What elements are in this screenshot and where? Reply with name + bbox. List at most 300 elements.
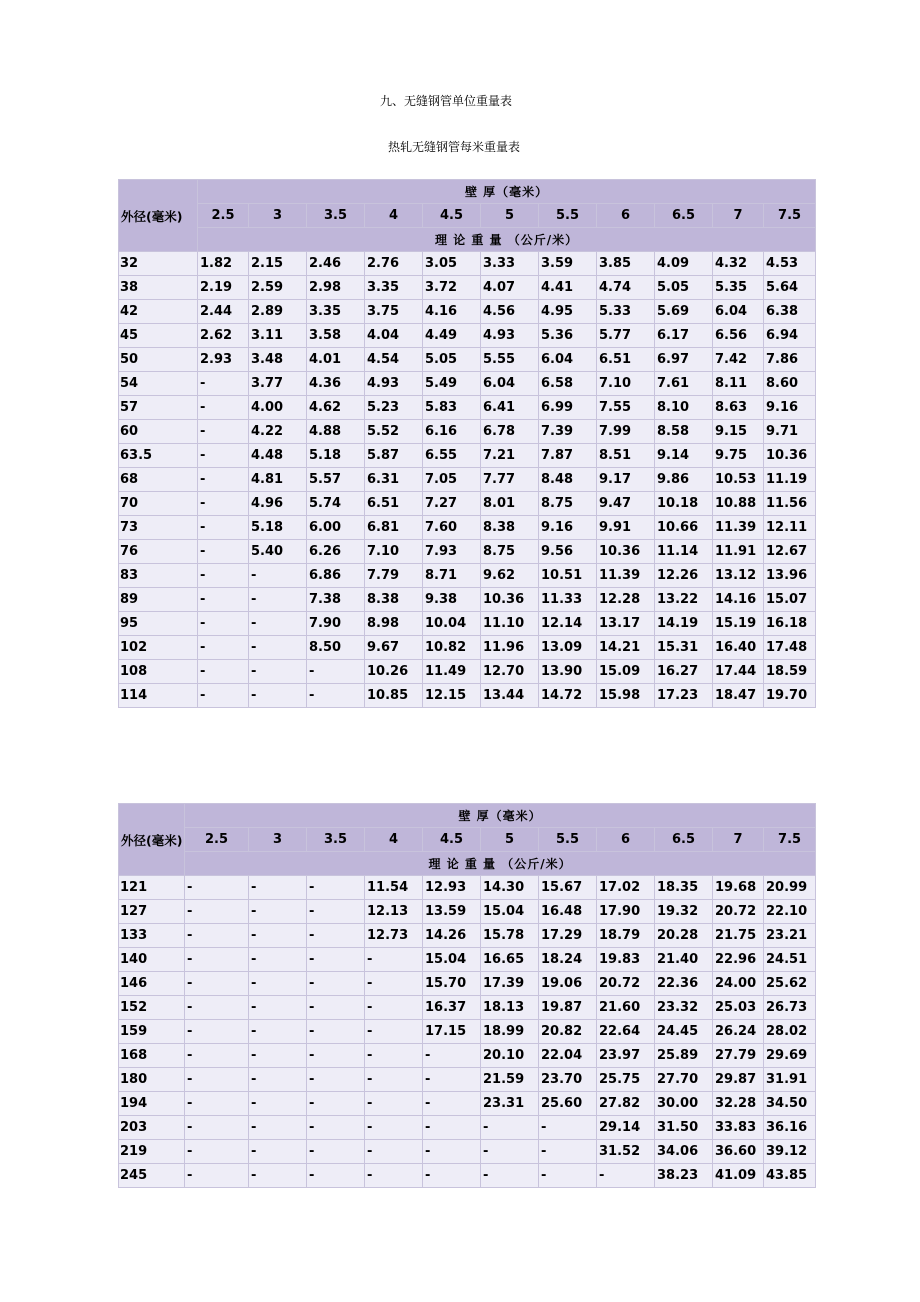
weight-cell: 21.59	[481, 1068, 539, 1092]
weight-cell: 3.11	[249, 324, 307, 348]
weight-cell: -	[423, 1140, 481, 1164]
weight-cell: 6.78	[481, 420, 539, 444]
weight-cell: 15.07	[764, 588, 816, 612]
weight-cell: 8.98	[365, 612, 423, 636]
weight-cell: 31.50	[655, 1116, 713, 1140]
weight-cell: -	[185, 1044, 249, 1068]
weight-cell: 4.74	[597, 276, 655, 300]
weight-cell: -	[365, 948, 423, 972]
weight-cell: -	[365, 1140, 423, 1164]
weight-cell: -	[423, 1044, 481, 1068]
weight-cell: 6.56	[713, 324, 764, 348]
weight-cell: -	[185, 1092, 249, 1116]
weight-cell: 14.21	[597, 636, 655, 660]
outer-diameter-cell: 121	[119, 876, 185, 900]
weight-cell: 14.26	[423, 924, 481, 948]
weight-cell: -	[307, 1140, 365, 1164]
weight-cell: 8.38	[481, 516, 539, 540]
weight-cell: 8.11	[713, 372, 764, 396]
weight-cell: -	[307, 1044, 365, 1068]
weight-cell: 13.09	[539, 636, 597, 660]
weight-cell: 5.69	[655, 300, 713, 324]
thickness-value: 3	[249, 828, 307, 852]
weight-cell: 9.15	[713, 420, 764, 444]
weight-cell: -	[307, 972, 365, 996]
weight-cell: -	[185, 876, 249, 900]
thickness-value: 5	[481, 828, 539, 852]
weight-cell: -	[307, 996, 365, 1020]
table-row	[119, 972, 816, 996]
weight-cell: -	[365, 1164, 423, 1188]
weight-cell: -	[185, 924, 249, 948]
weight-cell: 10.85	[365, 684, 423, 708]
weight-cell: 10.51	[539, 564, 597, 588]
weight-cell: 2.19	[198, 276, 249, 300]
thickness-value: 7	[713, 828, 764, 852]
weight-cell: -	[249, 900, 307, 924]
thickness-value: 6	[597, 828, 655, 852]
weight-cell: 6.17	[655, 324, 713, 348]
weight-cell: -	[307, 1020, 365, 1044]
weight-cell: 5.23	[365, 396, 423, 420]
weight-cell: 23.70	[539, 1068, 597, 1092]
table-row	[119, 540, 816, 564]
outer-diameter-cell: 68	[119, 468, 198, 492]
thickness-value: 5.5	[539, 828, 597, 852]
header-row	[119, 804, 816, 828]
thickness-value: 5	[481, 204, 539, 228]
thickness-value: 6.5	[655, 828, 713, 852]
weight-cell: 12.15	[423, 684, 481, 708]
outer-diameter-cell: 159	[119, 1020, 185, 1044]
weight-cell: -	[365, 1116, 423, 1140]
weight-cell: -	[249, 612, 307, 636]
weight-cell: 10.36	[764, 444, 816, 468]
outer-diameter-cell: 127	[119, 900, 185, 924]
weight-cell: 6.51	[365, 492, 423, 516]
thickness-value: 7	[713, 204, 764, 228]
weight-cell: -	[249, 948, 307, 972]
weight-cell: 9.16	[764, 396, 816, 420]
thickness-value: 4.5	[423, 204, 481, 228]
weight-cell: 8.75	[481, 540, 539, 564]
wall-thickness-header: 壁 厚（毫米）	[198, 180, 816, 204]
weight-cell: 18.35	[655, 876, 713, 900]
table-row	[119, 588, 816, 612]
outer-diameter-cell: 114	[119, 684, 198, 708]
weight-cell: 10.26	[365, 660, 423, 684]
weight-cell: -	[198, 660, 249, 684]
weight-cell: 4.81	[249, 468, 307, 492]
weight-cell: 23.32	[655, 996, 713, 1020]
weight-cell: 11.14	[655, 540, 713, 564]
document-title: 九、无缝钢管单位重量表	[379, 94, 512, 108]
weight-header-row	[119, 228, 816, 252]
weight-cell: -	[185, 900, 249, 924]
weight-cell: 16.65	[481, 948, 539, 972]
weight-cell: 15.31	[655, 636, 713, 660]
weight-cell: 24.45	[655, 1020, 713, 1044]
weight-cell: 28.02	[764, 1020, 816, 1044]
weight-cell: 25.62	[764, 972, 816, 996]
weight-cell: 8.10	[655, 396, 713, 420]
weight-cell: 16.48	[539, 900, 597, 924]
weight-cell: 5.77	[597, 324, 655, 348]
weight-cell: -	[307, 1116, 365, 1140]
weight-cell: 5.36	[539, 324, 597, 348]
weight-cell: 20.99	[764, 876, 816, 900]
weight-cell: 7.99	[597, 420, 655, 444]
thickness-value: 4	[365, 204, 423, 228]
table-row	[119, 1140, 816, 1164]
weight-cell: 22.96	[713, 948, 764, 972]
weight-cell: -	[481, 1140, 539, 1164]
weight-cell: -	[198, 372, 249, 396]
outer-diameter-cell: 32	[119, 252, 198, 276]
weight-cell: 7.10	[597, 372, 655, 396]
outer-diameter-cell: 73	[119, 516, 198, 540]
weight-cell: 27.70	[655, 1068, 713, 1092]
table-row	[119, 444, 816, 468]
header-row	[119, 180, 816, 204]
weight-cell: -	[198, 420, 249, 444]
weight-cell: 3.33	[481, 252, 539, 276]
weight-cell: -	[539, 1116, 597, 1140]
weight-cell: 13.90	[539, 660, 597, 684]
weight-cell: -	[307, 948, 365, 972]
weight-cell: 34.06	[655, 1140, 713, 1164]
weight-cell: 6.51	[597, 348, 655, 372]
weight-cell: 2.15	[249, 252, 307, 276]
thickness-value: 2.5	[198, 204, 249, 228]
weight-cell: 4.49	[423, 324, 481, 348]
weight-cell: 24.00	[713, 972, 764, 996]
weight-cell: 4.36	[307, 372, 365, 396]
weight-cell: 14.16	[713, 588, 764, 612]
weight-cell: 9.56	[539, 540, 597, 564]
weight-cell: 10.36	[597, 540, 655, 564]
weight-cell: -	[307, 1092, 365, 1116]
table-row	[119, 684, 816, 708]
weight-cell: 9.17	[597, 468, 655, 492]
weight-cell: 13.12	[713, 564, 764, 588]
thickness-value: 7.5	[764, 204, 816, 228]
weight-cell: 4.16	[423, 300, 481, 324]
weight-cell: 3.77	[249, 372, 307, 396]
weight-cell: -	[365, 1044, 423, 1068]
thickness-value: 4.5	[423, 828, 481, 852]
weight-cell: -	[198, 396, 249, 420]
table-row	[119, 1092, 816, 1116]
weight-cell: 4.62	[307, 396, 365, 420]
weight-cell: 2.59	[249, 276, 307, 300]
thickness-row	[119, 828, 816, 852]
weight-cell: 2.76	[365, 252, 423, 276]
weight-cell: 14.30	[481, 876, 539, 900]
weight-cell: 6.00	[307, 516, 365, 540]
weight-cell: 26.73	[764, 996, 816, 1020]
weight-cell: 14.72	[539, 684, 597, 708]
weight-cell: 1.82	[198, 252, 249, 276]
weight-cell: 6.04	[539, 348, 597, 372]
weight-cell: 31.52	[597, 1140, 655, 1164]
weight-cell: 7.38	[307, 588, 365, 612]
weight-cell: 6.41	[481, 396, 539, 420]
weight-cell: 15.09	[597, 660, 655, 684]
weight-cell: -	[249, 876, 307, 900]
weight-cell: 23.31	[481, 1092, 539, 1116]
weight-cell: 2.93	[198, 348, 249, 372]
theoretical-weight-header: 理 论 重 量 （公斤/米）	[185, 852, 816, 876]
weight-cell: 11.56	[764, 492, 816, 516]
weight-cell: 11.39	[597, 564, 655, 588]
thickness-value: 3	[249, 204, 307, 228]
weight-cell: -	[249, 1164, 307, 1188]
table-row	[119, 420, 816, 444]
weight-cell: 7.90	[307, 612, 365, 636]
thickness-value: 6	[597, 204, 655, 228]
table-row	[119, 1116, 816, 1140]
weight-cell: -	[185, 1164, 249, 1188]
weight-cell: 20.72	[713, 900, 764, 924]
weight-cell: 33.83	[713, 1116, 764, 1140]
weight-cell: 5.83	[423, 396, 481, 420]
weight-cell: -	[539, 1140, 597, 1164]
weight-cell: 3.75	[365, 300, 423, 324]
weight-cell: 7.77	[481, 468, 539, 492]
weight-cell: 12.67	[764, 540, 816, 564]
weight-cell: 19.68	[713, 876, 764, 900]
table-row	[119, 492, 816, 516]
weight-cell: -	[198, 684, 249, 708]
weight-cell: 19.32	[655, 900, 713, 924]
weight-cell: 17.48	[764, 636, 816, 660]
thickness-row	[119, 204, 816, 228]
weight-cell: -	[307, 900, 365, 924]
outer-diameter-cell: 95	[119, 612, 198, 636]
weight-cell: 23.97	[597, 1044, 655, 1068]
weight-cell: -	[249, 996, 307, 1020]
weight-cell: 26.24	[713, 1020, 764, 1044]
weight-cell: 6.38	[764, 300, 816, 324]
weight-cell: 5.52	[365, 420, 423, 444]
weight-cell: -	[307, 876, 365, 900]
weight-cell: 4.07	[481, 276, 539, 300]
weight-cell: 21.75	[713, 924, 764, 948]
weight-cell: -	[185, 972, 249, 996]
weight-cell: 20.28	[655, 924, 713, 948]
weight-cell: -	[249, 1092, 307, 1116]
weight-cell: 12.93	[423, 876, 481, 900]
table-row	[119, 324, 816, 348]
weight-cell: 13.44	[481, 684, 539, 708]
outer-diameter-cell: 108	[119, 660, 198, 684]
weight-cell: 8.38	[365, 588, 423, 612]
weight-cell: -	[307, 684, 365, 708]
weight-cell: 8.75	[539, 492, 597, 516]
weight-cell: 4.53	[764, 252, 816, 276]
weight-cell: 7.21	[481, 444, 539, 468]
weight-cell: 2.62	[198, 324, 249, 348]
weight-cell: 22.36	[655, 972, 713, 996]
weight-cell: 5.18	[249, 516, 307, 540]
weight-cell: 5.18	[307, 444, 365, 468]
weight-cell: 7.86	[764, 348, 816, 372]
weight-cell: 25.89	[655, 1044, 713, 1068]
weight-cell: -	[597, 1164, 655, 1188]
weight-cell: 25.60	[539, 1092, 597, 1116]
weight-cell: 39.12	[764, 1140, 816, 1164]
weight-cell: 15.78	[481, 924, 539, 948]
weight-cell: 5.40	[249, 540, 307, 564]
weight-cell: 19.70	[764, 684, 816, 708]
weight-cell: 3.59	[539, 252, 597, 276]
weight-cell: 43.85	[764, 1164, 816, 1188]
weight-cell: 30.00	[655, 1092, 713, 1116]
thickness-value: 6.5	[655, 204, 713, 228]
weight-cell: 7.27	[423, 492, 481, 516]
weight-cell: 3.05	[423, 252, 481, 276]
weight-cell: 10.18	[655, 492, 713, 516]
weight-cell: 4.41	[539, 276, 597, 300]
weight-cell: -	[198, 468, 249, 492]
table-row	[119, 996, 816, 1020]
weight-cell: 5.74	[307, 492, 365, 516]
weight-cell: -	[185, 1020, 249, 1044]
weight-cell: -	[185, 1140, 249, 1164]
table-row	[119, 612, 816, 636]
weight-cell: 12.13	[365, 900, 423, 924]
weight-cell: -	[198, 444, 249, 468]
weight-cell: 18.59	[764, 660, 816, 684]
weight-cell: 10.53	[713, 468, 764, 492]
weight-cell: 9.67	[365, 636, 423, 660]
weight-cell: 12.26	[655, 564, 713, 588]
weight-cell: 8.01	[481, 492, 539, 516]
weight-cell: 3.58	[307, 324, 365, 348]
weight-cell: 17.29	[539, 924, 597, 948]
table-row	[119, 372, 816, 396]
table-row	[119, 1068, 816, 1092]
weight-cell: 4.88	[307, 420, 365, 444]
weight-cell: 11.49	[423, 660, 481, 684]
weight-cell: 4.04	[365, 324, 423, 348]
outer-diameter-cell: 57	[119, 396, 198, 420]
weight-cell: 4.93	[365, 372, 423, 396]
weight-cell: -	[307, 660, 365, 684]
weight-cell: 10.36	[481, 588, 539, 612]
weight-cell: 15.70	[423, 972, 481, 996]
weight-cell: 32.28	[713, 1092, 764, 1116]
outer-diameter-cell: 60	[119, 420, 198, 444]
weight-cell: -	[198, 612, 249, 636]
weight-cell: 7.60	[423, 516, 481, 540]
thickness-value: 2.5	[185, 828, 249, 852]
weight-cell: 29.87	[713, 1068, 764, 1092]
weight-cell: -	[249, 1044, 307, 1068]
outer-diameter-cell: 76	[119, 540, 198, 564]
weight-cell: 5.57	[307, 468, 365, 492]
weight-cell: 22.04	[539, 1044, 597, 1068]
weight-cell: 12.14	[539, 612, 597, 636]
weight-cell: 18.13	[481, 996, 539, 1020]
weight-cell: 36.60	[713, 1140, 764, 1164]
weight-cell: -	[185, 948, 249, 972]
weight-cell: -	[481, 1164, 539, 1188]
weight-cell: 21.40	[655, 948, 713, 972]
weight-cell: 5.64	[764, 276, 816, 300]
weight-cell: -	[423, 1092, 481, 1116]
weight-cell: 12.73	[365, 924, 423, 948]
weight-cell: 8.60	[764, 372, 816, 396]
weight-cell: 22.64	[597, 1020, 655, 1044]
outer-diameter-cell: 168	[119, 1044, 185, 1068]
weight-cell: 11.91	[713, 540, 764, 564]
weight-cell: -	[249, 1140, 307, 1164]
table-row	[119, 636, 816, 660]
weight-table-1	[118, 179, 816, 708]
outer-diameter-cell: 89	[119, 588, 198, 612]
weight-cell: 10.04	[423, 612, 481, 636]
weight-cell: 7.87	[539, 444, 597, 468]
weight-cell: 9.62	[481, 564, 539, 588]
weight-cell: 3.48	[249, 348, 307, 372]
weight-cell: -	[198, 540, 249, 564]
weight-cell: -	[365, 972, 423, 996]
weight-cell: 8.51	[597, 444, 655, 468]
weight-cell: 4.96	[249, 492, 307, 516]
weight-cell: 15.04	[481, 900, 539, 924]
weight-cell: 6.04	[481, 372, 539, 396]
weight-cell: -	[249, 660, 307, 684]
table-row	[119, 348, 816, 372]
outer-diameter-header: 外径(毫米)	[119, 804, 185, 876]
weight-cell: 9.75	[713, 444, 764, 468]
weight-cell: 16.27	[655, 660, 713, 684]
weight-cell: 3.85	[597, 252, 655, 276]
weight-cell: 4.54	[365, 348, 423, 372]
table-row	[119, 948, 816, 972]
weight-cell: -	[423, 1116, 481, 1140]
weight-cell: 16.37	[423, 996, 481, 1020]
weight-cell: 12.70	[481, 660, 539, 684]
outer-diameter-cell: 203	[119, 1116, 185, 1140]
weight-cell: 10.66	[655, 516, 713, 540]
weight-cell: 7.79	[365, 564, 423, 588]
weight-cell: 6.86	[307, 564, 365, 588]
weight-cell: 41.09	[713, 1164, 764, 1188]
weight-cell: 8.50	[307, 636, 365, 660]
weight-cell: 19.06	[539, 972, 597, 996]
weight-cell: 17.44	[713, 660, 764, 684]
weight-cell: -	[249, 684, 307, 708]
weight-cell: -	[365, 1068, 423, 1092]
weight-cell: 2.89	[249, 300, 307, 324]
weight-cell: 3.35	[307, 300, 365, 324]
table-row	[119, 396, 816, 420]
outer-diameter-cell: 63.5	[119, 444, 198, 468]
weight-cell: 9.91	[597, 516, 655, 540]
outer-diameter-cell: 219	[119, 1140, 185, 1164]
weight-cell: 4.93	[481, 324, 539, 348]
thickness-value: 7.5	[764, 828, 816, 852]
weight-cell: 7.93	[423, 540, 481, 564]
weight-cell: 18.47	[713, 684, 764, 708]
outer-diameter-cell: 245	[119, 1164, 185, 1188]
weight-cell: 20.82	[539, 1020, 597, 1044]
weight-cell: -	[539, 1164, 597, 1188]
weight-cell: 13.96	[764, 564, 816, 588]
